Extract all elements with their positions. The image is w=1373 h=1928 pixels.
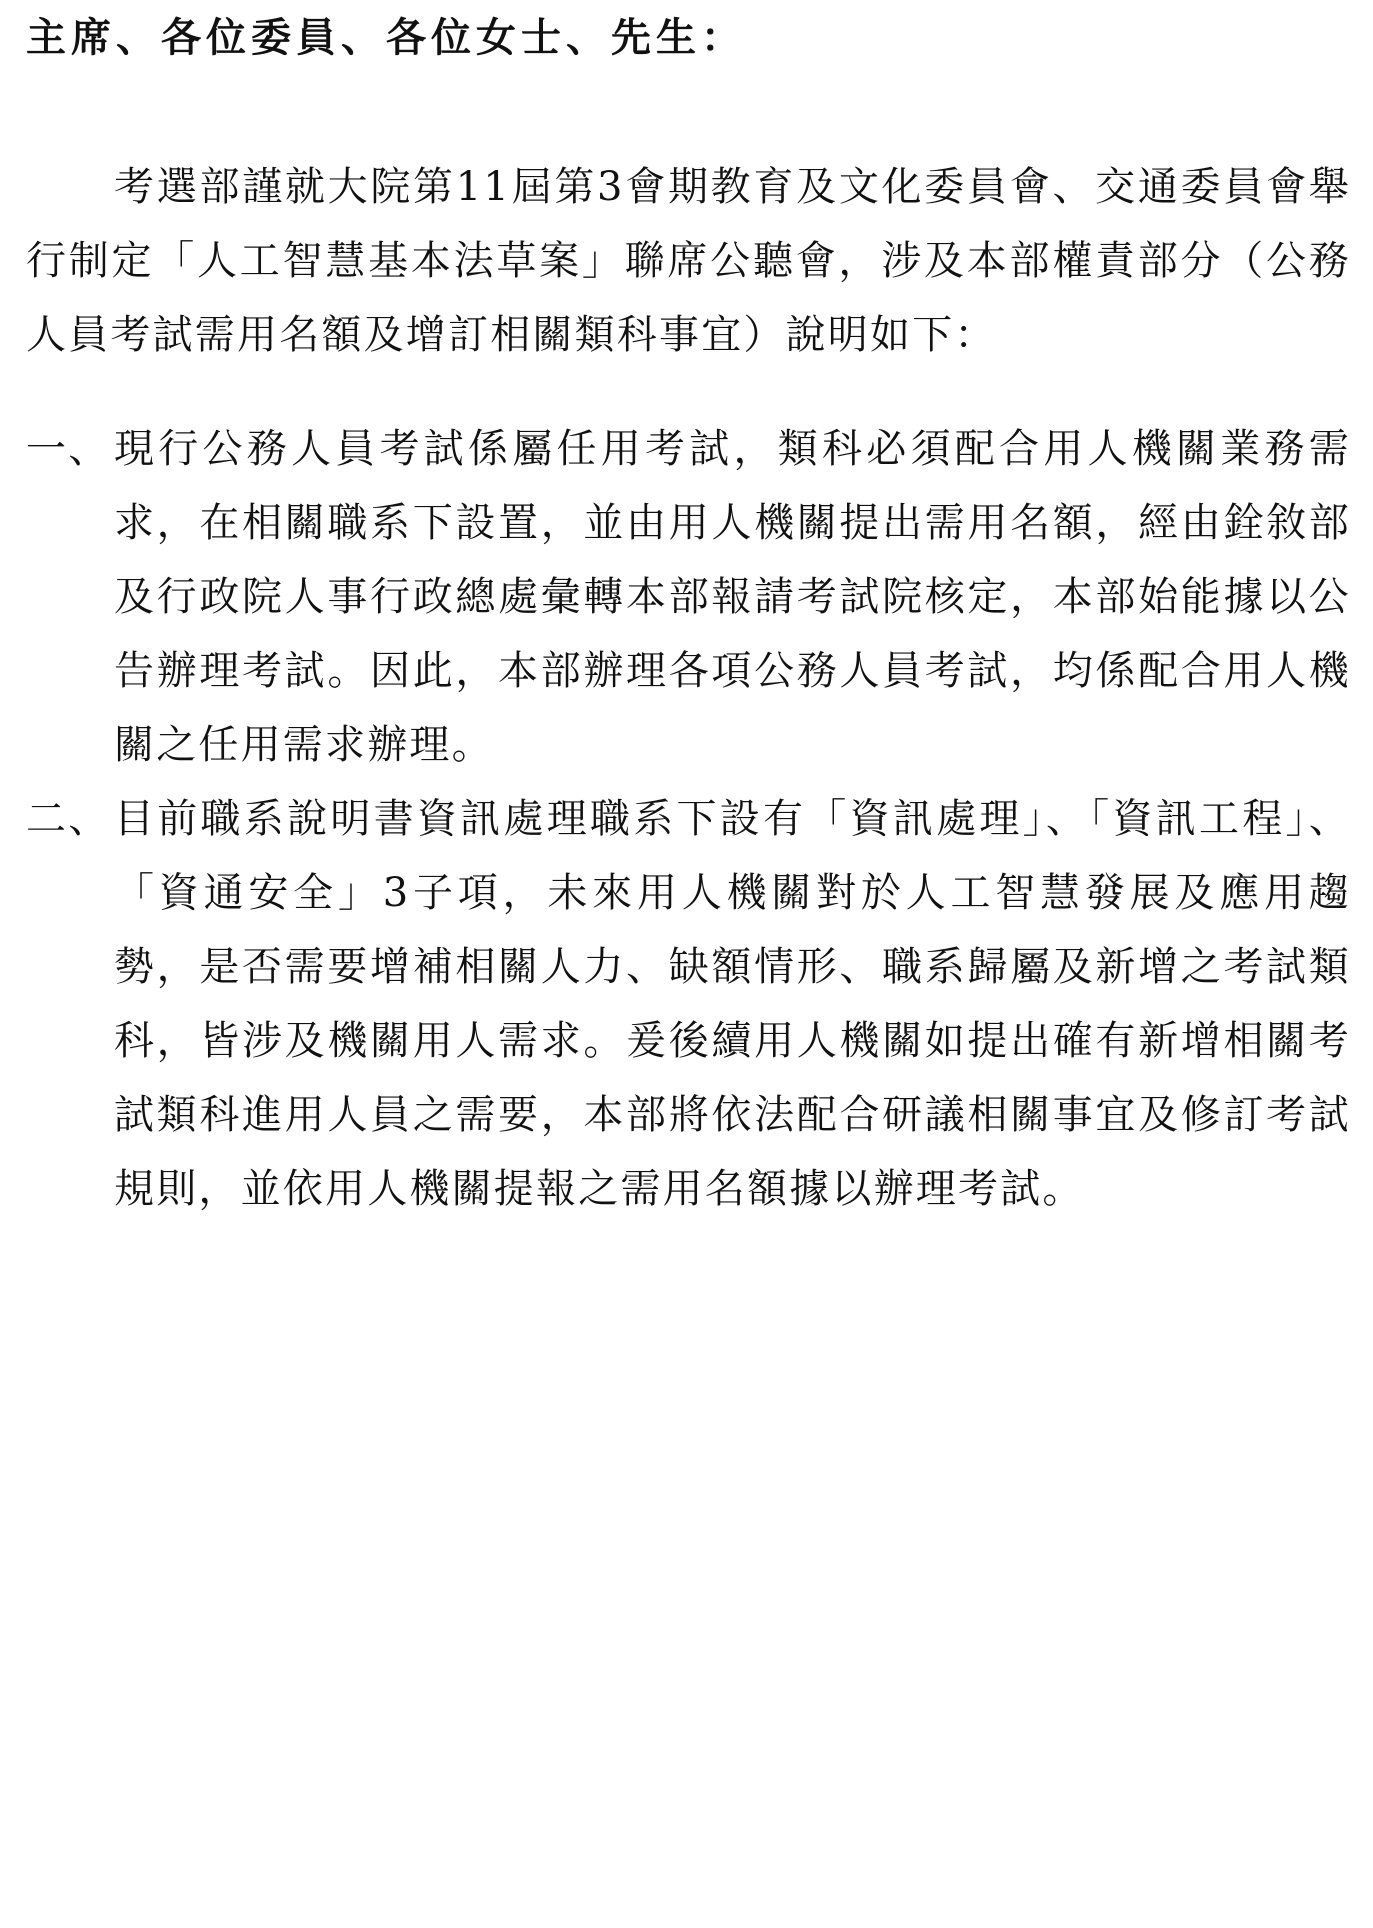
list-item-1 <box>26 412 1351 782</box>
list-item-text: 目前職系說明書資訊處理職系下設有「資訊處理」、「資訊工程」、「資通安全」3子項，未來用人機關對於人工智慧發展及應用趨勢，是否需要增補相關人力、缺額情形、職系歸屬及新增之考試類科，皆涉及機關用人需求。爰後續用人機關如提出確有新增相關考試類科進用人員之需要，本部將依法配合研議相關事宜及修訂考試規則，並依用人機關提報之需用名額據以辦理考試。 <box>114 796 1351 1212</box>
list-item-marker: 二、 <box>26 796 111 842</box>
salutation: 主席、各位委員、各位女士、先生： <box>26 15 746 61</box>
list-item-2 <box>26 782 1351 1226</box>
intro-paragraph: 考選部謹就大院第11屆第3會期教育及文化委員會、交通委員會舉行制定「人工智慧基本法草案」聯席公聽會，涉及本部權責部分（公務人員考試需用名額及增訂相關類科事宜）說明如下： <box>26 164 1351 358</box>
list-item-marker: 一、 <box>26 426 111 472</box>
list-item-text: 現行公務人員考試係屬任用考試，類科必須配合用人機關業務需求，在相關職系下設置，並由用人機關提出需用名額，經由銓敘部及行政院人事行政總處彙轉本部報請考試院核定，本部始能據以公告辦理考試。因此，本部辦理各項公務人員考試，均係配合用人機關之任用需求辦理。 <box>114 426 1351 768</box>
numbered-list <box>26 412 1351 1226</box>
